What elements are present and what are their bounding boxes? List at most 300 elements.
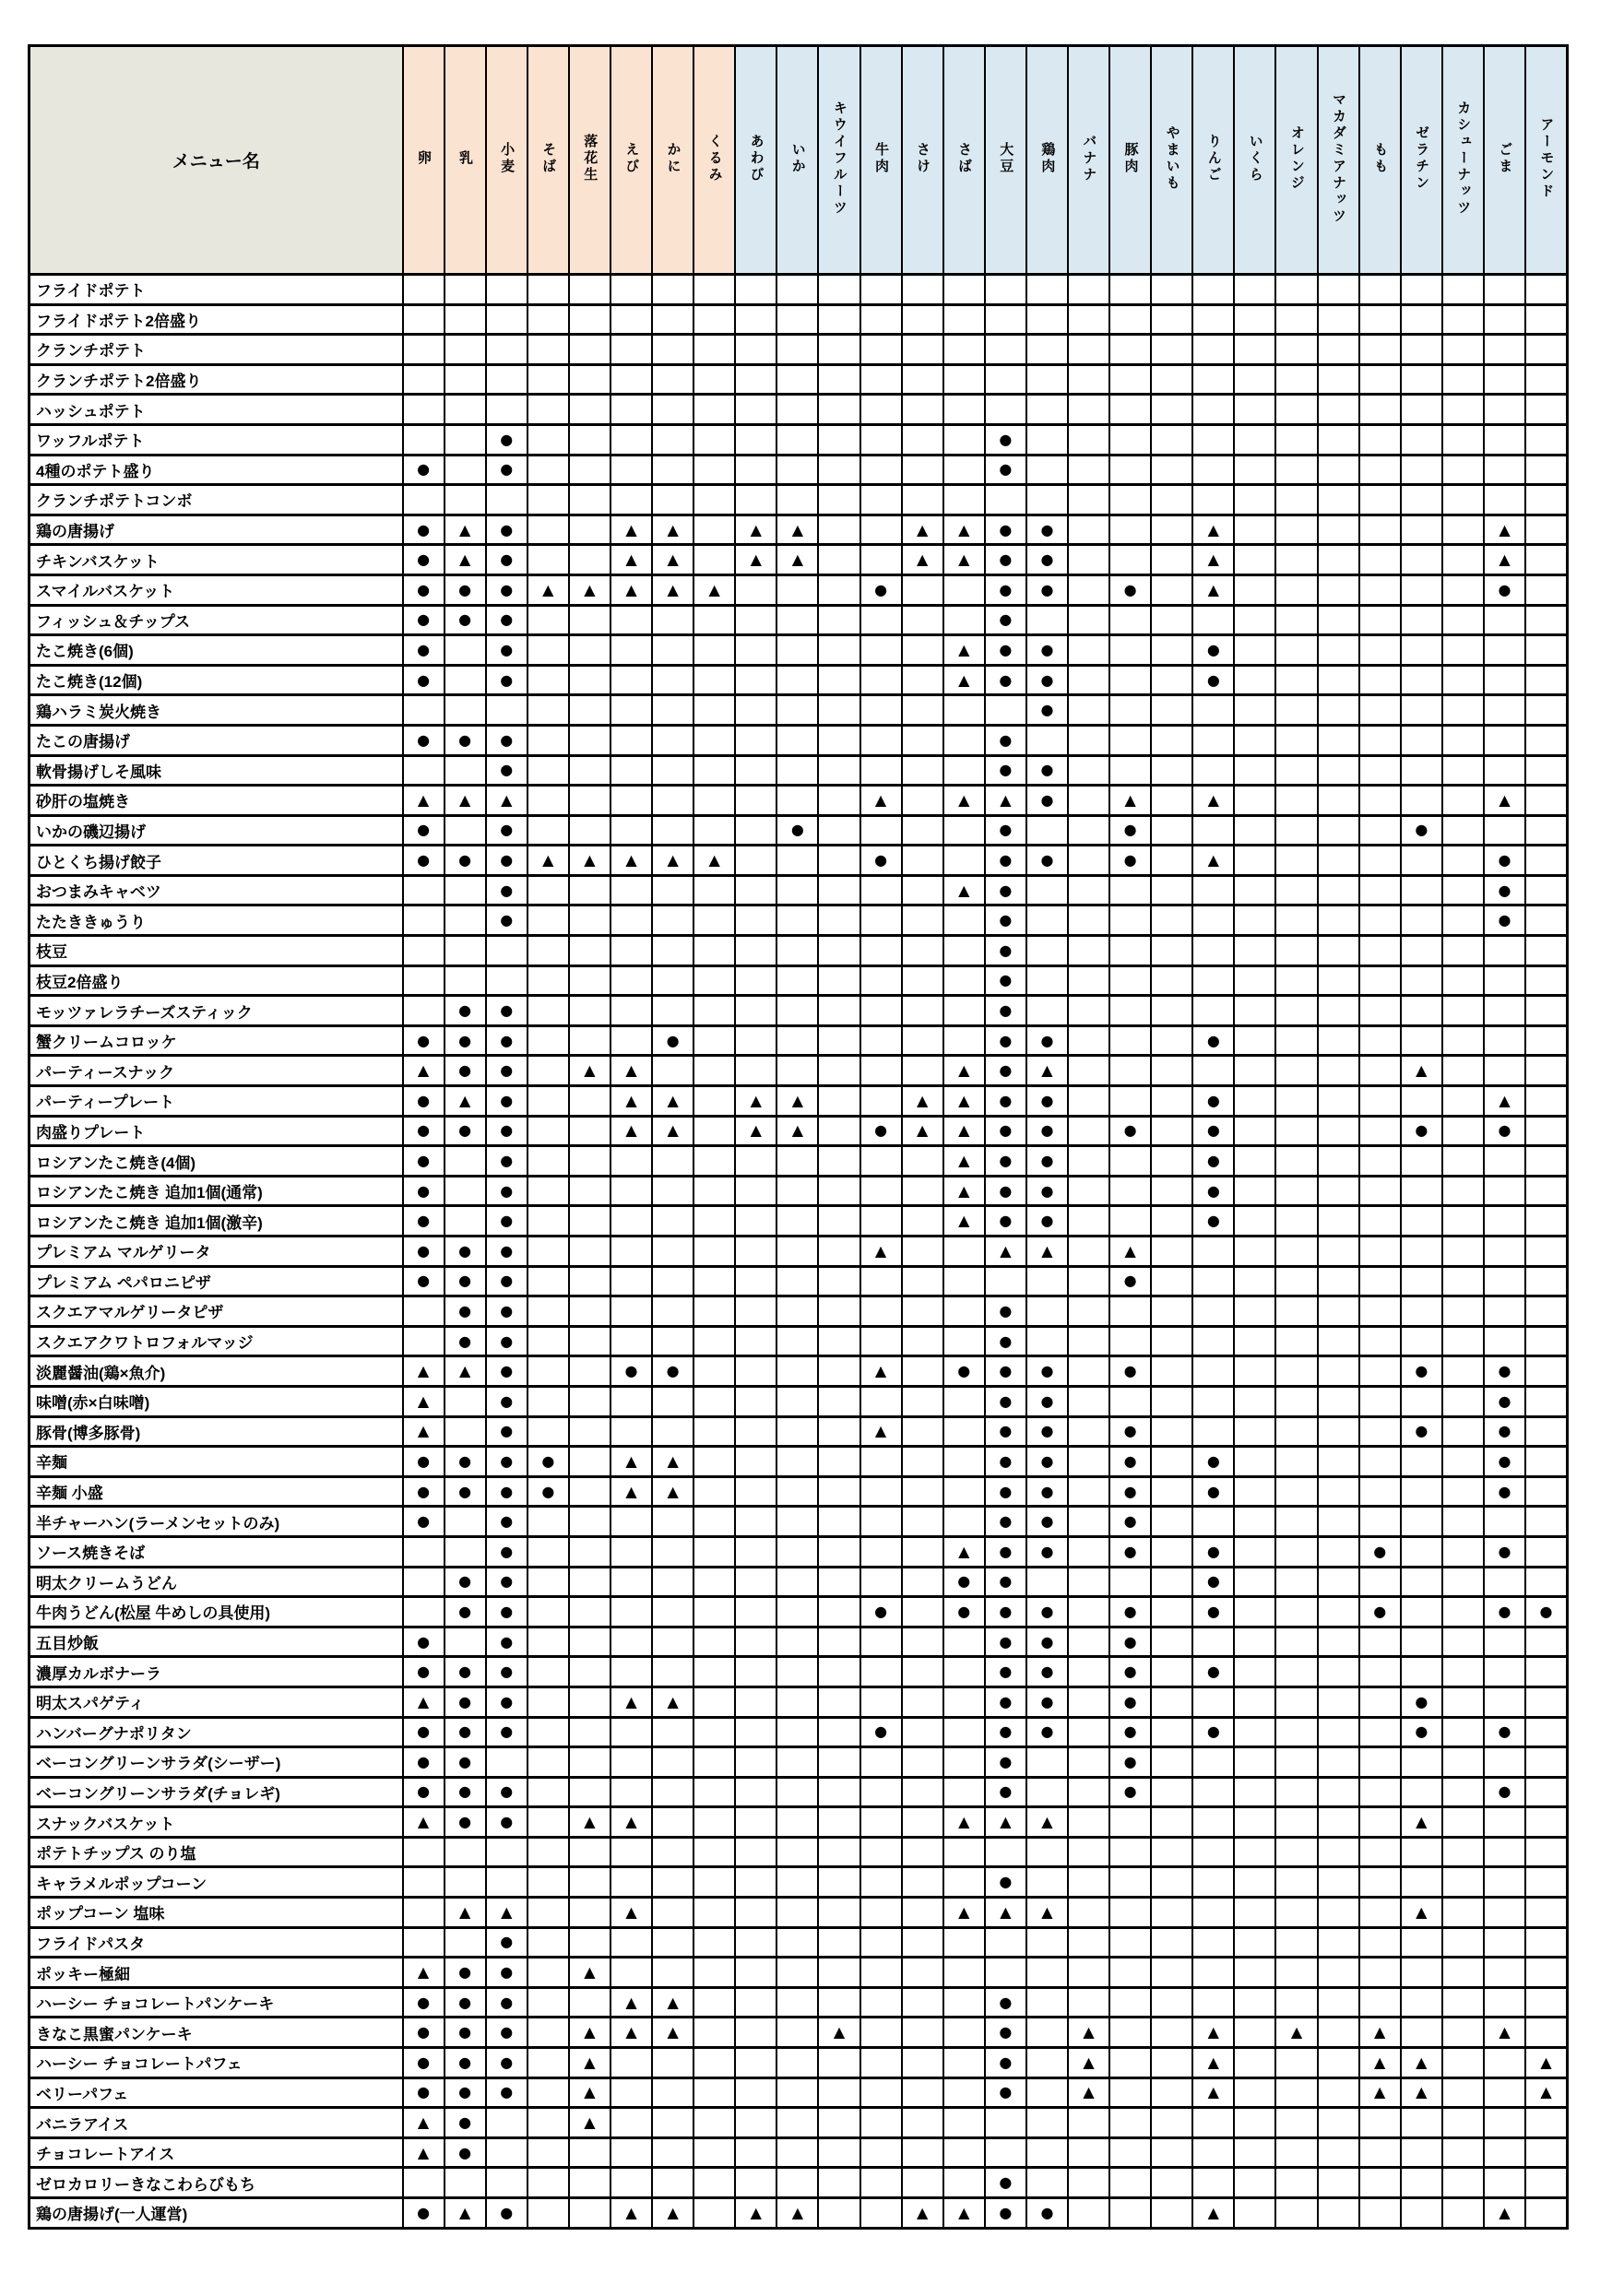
allergen-mark-cell bbox=[610, 695, 652, 726]
allergen-mark-cell bbox=[818, 515, 859, 545]
allergen-mark-cell bbox=[818, 1567, 859, 1597]
allergen-mark-cell bbox=[610, 275, 652, 305]
allergen-mark-cell bbox=[902, 395, 943, 425]
table-row bbox=[30, 1627, 1568, 1657]
allergen-mark-cell bbox=[1401, 515, 1442, 545]
allergen-mark-cell bbox=[1109, 1386, 1151, 1416]
allergen-mark-cell bbox=[403, 1326, 445, 1356]
allergen-mark-cell bbox=[776, 1987, 818, 2018]
allergen-mark-cell: ● bbox=[445, 1326, 486, 1356]
allergen-mark-cell bbox=[1525, 1807, 1567, 1838]
allergen-mark-cell: ▲ bbox=[445, 1898, 486, 1928]
allergen-mark-cell bbox=[1401, 965, 1442, 996]
allergen-mark-cell bbox=[1401, 2168, 1442, 2198]
allergen-mark-cell bbox=[1234, 455, 1275, 485]
allergen-mark-cell bbox=[693, 786, 735, 816]
allergen-mark-cell bbox=[1192, 815, 1234, 846]
allergen-mark-cell: ● bbox=[985, 725, 1026, 755]
allergen-mark-cell bbox=[1068, 1597, 1109, 1627]
allergen-mark-cell bbox=[1442, 1958, 1484, 1988]
allergen-mark-cell bbox=[652, 275, 693, 305]
table-row bbox=[30, 1927, 1568, 1958]
allergen-mark-cell bbox=[528, 605, 569, 635]
allergen-mark-cell bbox=[1525, 846, 1567, 876]
allergen-mark-cell bbox=[860, 2168, 902, 2198]
menu-name-cell: チキンバスケット bbox=[30, 545, 403, 575]
allergen-mark-cell bbox=[1318, 1025, 1359, 1056]
menu-name-cell: ハッシュポテト bbox=[30, 395, 403, 425]
allergen-mark-cell bbox=[776, 1867, 818, 1898]
allergen-mark-cell bbox=[1192, 485, 1234, 515]
allergen-mark-cell bbox=[652, 395, 693, 425]
allergen-mark-cell: ● bbox=[1026, 1356, 1068, 1387]
allergen-mark-cell: ● bbox=[528, 1476, 569, 1507]
allergen-mark-cell: ▲ bbox=[943, 2198, 985, 2229]
allergen-mark-cell bbox=[776, 875, 818, 905]
menu-name-cell: フライドポテト2倍盛り bbox=[30, 304, 403, 335]
allergen-mark-cell: ● bbox=[985, 2198, 1026, 2229]
allergen-mark-cell bbox=[1359, 905, 1401, 936]
table-row bbox=[30, 755, 1568, 786]
allergen-mark-cell bbox=[528, 455, 569, 485]
allergen-mark-cell: ● bbox=[1026, 1536, 1068, 1567]
allergen-mark-cell bbox=[1318, 875, 1359, 905]
allergen-mark-cell bbox=[1234, 936, 1275, 966]
allergen-mark-cell bbox=[693, 1987, 735, 2018]
allergen-mark-cell bbox=[1275, 1777, 1317, 1807]
allergen-mark-cell bbox=[902, 605, 943, 635]
allergen-mark-cell bbox=[1068, 424, 1109, 455]
allergen-mark-cell bbox=[735, 2168, 776, 2198]
allergen-mark-cell bbox=[1442, 905, 1484, 936]
allergen-mark-cell bbox=[1109, 1086, 1151, 1117]
allergen-mark-cell bbox=[486, 335, 528, 365]
table-row bbox=[30, 635, 1568, 666]
allergen-mark-cell bbox=[1318, 1386, 1359, 1416]
allergen-mark-cell: ● bbox=[486, 1146, 528, 1177]
allergen-mark-cell: ▲ bbox=[1026, 1237, 1068, 1267]
allergen-mark-cell bbox=[528, 1777, 569, 1807]
allergen-mark-cell bbox=[1192, 1807, 1234, 1838]
menu-name-cell: 明太スパゲティ bbox=[30, 1686, 403, 1717]
allergen-mark-cell bbox=[1318, 1837, 1359, 1867]
allergen-mark-cell: ▲ bbox=[652, 1086, 693, 1117]
allergen-mark-cell bbox=[1192, 1958, 1234, 1988]
allergen-mark-cell bbox=[776, 905, 818, 936]
allergen-mark-cell bbox=[1442, 1657, 1484, 1687]
column-header bbox=[1109, 46, 1151, 275]
table-row bbox=[30, 1447, 1568, 1477]
menu-name-cell: ロシアンたこ焼き(4個) bbox=[30, 1146, 403, 1177]
allergen-mark-cell bbox=[528, 1867, 569, 1898]
allergen-mark-cell: ▲ bbox=[776, 2198, 818, 2229]
allergen-mark-cell: ● bbox=[1192, 1597, 1234, 1627]
allergen-mark-cell bbox=[1318, 424, 1359, 455]
table-row bbox=[30, 424, 1568, 455]
allergen-mark-cell bbox=[1318, 965, 1359, 996]
allergen-mark-cell bbox=[1151, 1898, 1192, 1928]
allergen-mark-cell bbox=[1026, 605, 1068, 635]
allergen-mark-cell bbox=[1484, 2108, 1525, 2138]
allergen-mark-cell bbox=[486, 1867, 528, 1898]
allergen-mark-cell bbox=[1401, 1386, 1442, 1416]
allergen-mark-cell bbox=[1275, 335, 1317, 365]
allergen-mark-cell bbox=[985, 695, 1026, 726]
allergen-mark-cell bbox=[1318, 1567, 1359, 1597]
allergen-mark-cell bbox=[652, 485, 693, 515]
allergen-mark-cell bbox=[528, 1898, 569, 1928]
allergen-mark-cell bbox=[776, 395, 818, 425]
allergen-mark-cell bbox=[528, 304, 569, 335]
allergen-mark-cell bbox=[1484, 1025, 1525, 1056]
allergen-mark-cell bbox=[1525, 1056, 1567, 1086]
allergen-mark-cell bbox=[1525, 364, 1567, 395]
allergen-mark-cell bbox=[1525, 2137, 1567, 2168]
allergen-mark-cell bbox=[1525, 1386, 1567, 1416]
allergen-mark-cell bbox=[1359, 1627, 1401, 1657]
allergen-mark-cell: ● bbox=[1192, 665, 1234, 695]
allergen-mark-cell bbox=[652, 996, 693, 1026]
allergen-mark-cell bbox=[1275, 1927, 1317, 1958]
allergen-mark-cell bbox=[1318, 1447, 1359, 1477]
allergen-mark-cell: ▲ bbox=[1192, 2198, 1234, 2229]
allergen-mark-cell bbox=[860, 1567, 902, 1597]
allergen-mark-cell: ● bbox=[403, 1086, 445, 1117]
allergen-mark-cell bbox=[735, 1476, 776, 1507]
allergen-mark-cell bbox=[1026, 424, 1068, 455]
allergen-mark-cell: ▲ bbox=[1359, 2048, 1401, 2078]
menu-name-cell: 辛麺 bbox=[30, 1447, 403, 1477]
allergen-mark-cell: ● bbox=[985, 1567, 1026, 1597]
menu-name-cell: プレミアム ペパロニピザ bbox=[30, 1266, 403, 1296]
allergen-mark-cell bbox=[610, 1206, 652, 1237]
allergen-mark-cell bbox=[860, 2077, 902, 2108]
allergen-mark-cell bbox=[569, 1176, 610, 1206]
allergen-mark-cell bbox=[860, 1176, 902, 1206]
allergen-mark-cell bbox=[569, 1447, 610, 1477]
allergen-mark-cell bbox=[1401, 545, 1442, 575]
column-header bbox=[943, 46, 985, 275]
allergen-mark-cell bbox=[1401, 1657, 1442, 1687]
allergen-mark-cell: ● bbox=[403, 1146, 445, 1177]
allergen-mark-cell bbox=[1234, 1476, 1275, 1507]
allergen-mark-cell bbox=[610, 1717, 652, 1747]
menu-name-cell: ハーシー チョコレートパフェ bbox=[30, 2048, 403, 2078]
allergen-mark-cell bbox=[818, 1206, 859, 1237]
allergen-mark-cell: ● bbox=[1026, 1116, 1068, 1146]
allergen-mark-cell bbox=[1192, 1056, 1234, 1086]
allergen-mark-cell bbox=[735, 1056, 776, 1086]
allergen-mark-cell bbox=[1068, 875, 1109, 905]
allergen-mark-cell bbox=[1234, 1686, 1275, 1717]
allergen-mark-cell: ● bbox=[403, 1025, 445, 1056]
allergen-mark-cell bbox=[1234, 275, 1275, 305]
allergen-mark-cell bbox=[1109, 1837, 1151, 1867]
allergen-mark-cell bbox=[1525, 635, 1567, 666]
allergen-mark-cell bbox=[652, 1386, 693, 1416]
allergen-mark-cell bbox=[1442, 1747, 1484, 1778]
allergen-mark-cell bbox=[1525, 545, 1567, 575]
allergen-mark-cell bbox=[902, 2108, 943, 2138]
allergen-mark-cell bbox=[776, 1898, 818, 1928]
allergen-mark-cell bbox=[486, 2137, 528, 2168]
allergen-mark-cell: ● bbox=[445, 1958, 486, 1988]
table-row bbox=[30, 2077, 1568, 2108]
allergen-mark-cell bbox=[1442, 605, 1484, 635]
allergen-mark-cell bbox=[1068, 1807, 1109, 1838]
allergen-mark-cell bbox=[403, 936, 445, 966]
allergen-mark-cell bbox=[1151, 2077, 1192, 2108]
allergen-mark-cell bbox=[1026, 965, 1068, 996]
allergen-mark-cell bbox=[1359, 1056, 1401, 1086]
allergen-mark-cell bbox=[818, 846, 859, 876]
allergen-mark-cell bbox=[652, 1597, 693, 1627]
allergen-mark-cell bbox=[776, 996, 818, 1026]
allergen-mark-cell: ● bbox=[985, 1116, 1026, 1146]
allergen-mark-cell bbox=[1068, 1657, 1109, 1687]
table-row bbox=[30, 965, 1568, 996]
allergen-mark-cell: ● bbox=[445, 574, 486, 605]
allergen-mark-cell bbox=[776, 1597, 818, 1627]
allergen-mark-cell: ● bbox=[1484, 1777, 1525, 1807]
allergen-mark-cell: ● bbox=[985, 1717, 1026, 1747]
allergen-mark-cell bbox=[1068, 1476, 1109, 1507]
allergen-mark-cell bbox=[735, 1987, 776, 2018]
allergen-mark-cell bbox=[528, 275, 569, 305]
column-header bbox=[445, 46, 486, 275]
allergen-mark-cell bbox=[528, 1686, 569, 1717]
allergen-mark-cell: ▲ bbox=[1109, 786, 1151, 816]
allergen-mark-cell bbox=[1318, 1898, 1359, 1928]
allergen-mark-cell bbox=[735, 725, 776, 755]
allergen-mark-cell bbox=[1442, 335, 1484, 365]
allergen-mark-cell bbox=[1318, 1777, 1359, 1807]
allergen-mark-cell bbox=[735, 2077, 776, 2108]
allergen-mark-cell: ● bbox=[1109, 1507, 1151, 1537]
allergen-mark-cell: ● bbox=[1109, 846, 1151, 876]
allergen-mark-cell bbox=[943, 1987, 985, 2018]
allergen-mark-cell bbox=[569, 1777, 610, 1807]
allergen-mark-cell bbox=[776, 755, 818, 786]
allergen-mark-cell bbox=[1484, 635, 1525, 666]
allergen-mark-cell bbox=[486, 275, 528, 305]
allergen-mark-cell bbox=[610, 725, 652, 755]
allergen-mark-cell bbox=[1068, 335, 1109, 365]
allergen-mark-cell: ● bbox=[1192, 1567, 1234, 1597]
allergen-mark-cell bbox=[693, 2048, 735, 2078]
allergen-mark-cell bbox=[1442, 1386, 1484, 1416]
allergen-mark-cell bbox=[1192, 275, 1234, 305]
allergen-mark-cell: ● bbox=[1026, 1025, 1068, 1056]
allergen-mark-cell bbox=[776, 1356, 818, 1387]
allergen-mark-cell bbox=[735, 1266, 776, 1296]
allergen-mark-cell bbox=[1359, 1447, 1401, 1477]
allergen-mark-cell bbox=[1109, 1025, 1151, 1056]
menu-name-cell: スマイルバスケット bbox=[30, 574, 403, 605]
allergen-mark-cell bbox=[1275, 1116, 1317, 1146]
allergen-mark-cell bbox=[860, 1747, 902, 1778]
allergen-mark-cell bbox=[1318, 755, 1359, 786]
allergen-mark-cell bbox=[1234, 335, 1275, 365]
allergen-mark-cell: ● bbox=[445, 605, 486, 635]
allergen-mark-cell: ● bbox=[1192, 1476, 1234, 1507]
allergen-mark-cell bbox=[610, 1867, 652, 1898]
menu-name-cell: ベリーパフェ bbox=[30, 2077, 403, 2108]
allergen-mark-cell bbox=[1151, 275, 1192, 305]
allergen-mark-cell bbox=[1151, 1686, 1192, 1717]
allergen-mark-cell bbox=[1275, 725, 1317, 755]
allergen-mark-cell: ● bbox=[985, 1146, 1026, 1177]
allergen-mark-cell bbox=[1109, 965, 1151, 996]
allergen-mark-cell bbox=[860, 1837, 902, 1867]
allergen-mark-cell bbox=[1109, 2108, 1151, 2138]
menu-name-cell: ベーコングリーンサラダ(シーザー) bbox=[30, 1747, 403, 1778]
allergen-mark-cell: ● bbox=[486, 1386, 528, 1416]
allergen-mark-cell bbox=[902, 1296, 943, 1327]
allergen-mark-cell bbox=[1234, 1567, 1275, 1597]
allergen-mark-cell bbox=[693, 485, 735, 515]
allergen-mark-cell bbox=[610, 665, 652, 695]
allergen-mark-cell bbox=[652, 2108, 693, 2138]
allergen-mark-cell bbox=[610, 936, 652, 966]
allergen-mark-cell bbox=[1068, 905, 1109, 936]
allergen-mark-cell bbox=[818, 1597, 859, 1627]
allergen-mark-cell: ● bbox=[403, 515, 445, 545]
column-header bbox=[818, 46, 859, 275]
allergen-mark-cell: ● bbox=[486, 2198, 528, 2229]
allergen-mark-cell: ▲ bbox=[818, 2018, 859, 2048]
allergen-mark-cell bbox=[1442, 1627, 1484, 1657]
allergen-mark-cell bbox=[1068, 2168, 1109, 2198]
allergen-mark-cell: ▲ bbox=[445, 545, 486, 575]
allergen-mark-cell bbox=[693, 1958, 735, 1988]
allergen-mark-cell bbox=[1192, 2168, 1234, 2198]
allergen-mark-cell bbox=[776, 1056, 818, 1086]
allergen-mark-cell bbox=[1401, 364, 1442, 395]
allergen-mark-cell bbox=[569, 515, 610, 545]
allergen-mark-cell bbox=[652, 1237, 693, 1267]
allergen-mark-cell bbox=[1234, 304, 1275, 335]
allergen-mark-cell bbox=[693, 1777, 735, 1807]
allergen-mark-cell: ● bbox=[1026, 755, 1068, 786]
allergen-mark-cell: ● bbox=[445, 1657, 486, 1687]
allergen-mark-cell bbox=[1318, 786, 1359, 816]
allergen-mark-cell bbox=[1359, 2168, 1401, 2198]
allergen-mark-cell bbox=[1275, 1867, 1317, 1898]
allergen-mark-cell bbox=[1234, 1507, 1275, 1537]
allergen-mark-cell bbox=[569, 1717, 610, 1747]
allergen-mark-cell bbox=[1442, 1717, 1484, 1747]
allergen-mark-cell: ● bbox=[1484, 1356, 1525, 1387]
allergen-mark-cell bbox=[776, 1237, 818, 1267]
allergen-mark-cell bbox=[776, 1296, 818, 1327]
allergen-mark-cell bbox=[1359, 875, 1401, 905]
allergen-mark-cell bbox=[1484, 1146, 1525, 1177]
allergen-mark-cell: ● bbox=[1401, 815, 1442, 846]
allergen-mark-cell bbox=[943, 1717, 985, 1747]
allergen-mark-cell bbox=[1359, 485, 1401, 515]
menu-name-cell: スナックバスケット bbox=[30, 1807, 403, 1838]
allergen-mark-cell bbox=[569, 2168, 610, 2198]
allergen-mark-cell bbox=[528, 695, 569, 726]
allergen-mark-cell bbox=[776, 936, 818, 966]
allergen-mark-cell bbox=[1151, 2168, 1192, 2198]
allergen-mark-cell bbox=[776, 605, 818, 635]
allergen-mark-cell bbox=[528, 635, 569, 666]
allergen-mark-cell: ▲ bbox=[1192, 574, 1234, 605]
allergen-mark-cell bbox=[735, 905, 776, 936]
allergen-mark-cell bbox=[1192, 1627, 1234, 1657]
allergen-mark-cell bbox=[776, 635, 818, 666]
allergen-mark-cell bbox=[569, 2137, 610, 2168]
allergen-mark-cell bbox=[735, 275, 776, 305]
allergen-mark-cell bbox=[943, 1657, 985, 1687]
menu-name-cell: 枝豆 bbox=[30, 936, 403, 966]
allergen-mark-cell bbox=[528, 1086, 569, 1117]
allergen-mark-cell bbox=[860, 1898, 902, 1928]
allergen-mark-cell: ▲ bbox=[1192, 2077, 1234, 2108]
allergen-mark-cell bbox=[1234, 2137, 1275, 2168]
allergen-mark-cell bbox=[1234, 665, 1275, 695]
allergen-mark-cell bbox=[1068, 635, 1109, 666]
allergen-mark-cell bbox=[1359, 665, 1401, 695]
allergen-mark-cell bbox=[1401, 1476, 1442, 1507]
allergen-mark-cell bbox=[1442, 485, 1484, 515]
allergen-mark-cell bbox=[569, 875, 610, 905]
allergen-mark-cell: ● bbox=[486, 1686, 528, 1717]
allergen-mark-cell bbox=[1192, 304, 1234, 335]
allergen-mark-cell: ● bbox=[403, 1447, 445, 1477]
allergen-mark-cell: ● bbox=[403, 2048, 445, 2078]
table-row bbox=[30, 545, 1568, 575]
allergen-mark-cell: ● bbox=[943, 1567, 985, 1597]
allergen-mark-cell: ● bbox=[1109, 1416, 1151, 1447]
allergen-mark-cell bbox=[1275, 2137, 1317, 2168]
allergen-mark-cell bbox=[528, 1567, 569, 1597]
allergen-mark-cell bbox=[569, 2198, 610, 2229]
allergen-mark-cell bbox=[902, 1536, 943, 1567]
allergen-mark-cell bbox=[1359, 1116, 1401, 1146]
allergen-mark-cell: ● bbox=[1109, 1266, 1151, 1296]
allergen-mark-cell: ● bbox=[985, 2168, 1026, 2198]
allergen-mark-cell bbox=[1275, 1206, 1317, 1237]
allergen-mark-cell bbox=[1525, 665, 1567, 695]
column-header-label: マカダミアナッツ bbox=[1330, 91, 1346, 225]
allergen-mark-cell bbox=[1318, 905, 1359, 936]
allergen-mark-cell bbox=[1192, 364, 1234, 395]
allergen-mark-cell bbox=[693, 1898, 735, 1928]
allergen-mark-cell: ▲ bbox=[1192, 2018, 1234, 2048]
allergen-mark-cell: ● bbox=[486, 1266, 528, 1296]
allergen-mark-cell bbox=[1109, 2018, 1151, 2048]
column-header bbox=[652, 46, 693, 275]
table-row bbox=[30, 1056, 1568, 1086]
allergen-mark-cell bbox=[943, 1476, 985, 1507]
allergen-mark-cell bbox=[818, 1777, 859, 1807]
allergen-mark-cell bbox=[610, 755, 652, 786]
allergen-mark-cell bbox=[1525, 515, 1567, 545]
allergen-mark-cell bbox=[943, 1326, 985, 1356]
menu-name-cell: ソース焼きそば bbox=[30, 1536, 403, 1567]
allergen-mark-cell bbox=[1026, 1958, 1068, 1988]
allergen-mark-cell bbox=[1068, 665, 1109, 695]
allergen-mark-cell bbox=[902, 665, 943, 695]
allergen-mark-cell bbox=[1068, 755, 1109, 786]
allergen-mark-cell bbox=[1359, 2137, 1401, 2168]
allergen-mark-cell bbox=[735, 755, 776, 786]
allergen-mark-cell bbox=[1525, 304, 1567, 335]
allergen-mark-cell bbox=[528, 335, 569, 365]
